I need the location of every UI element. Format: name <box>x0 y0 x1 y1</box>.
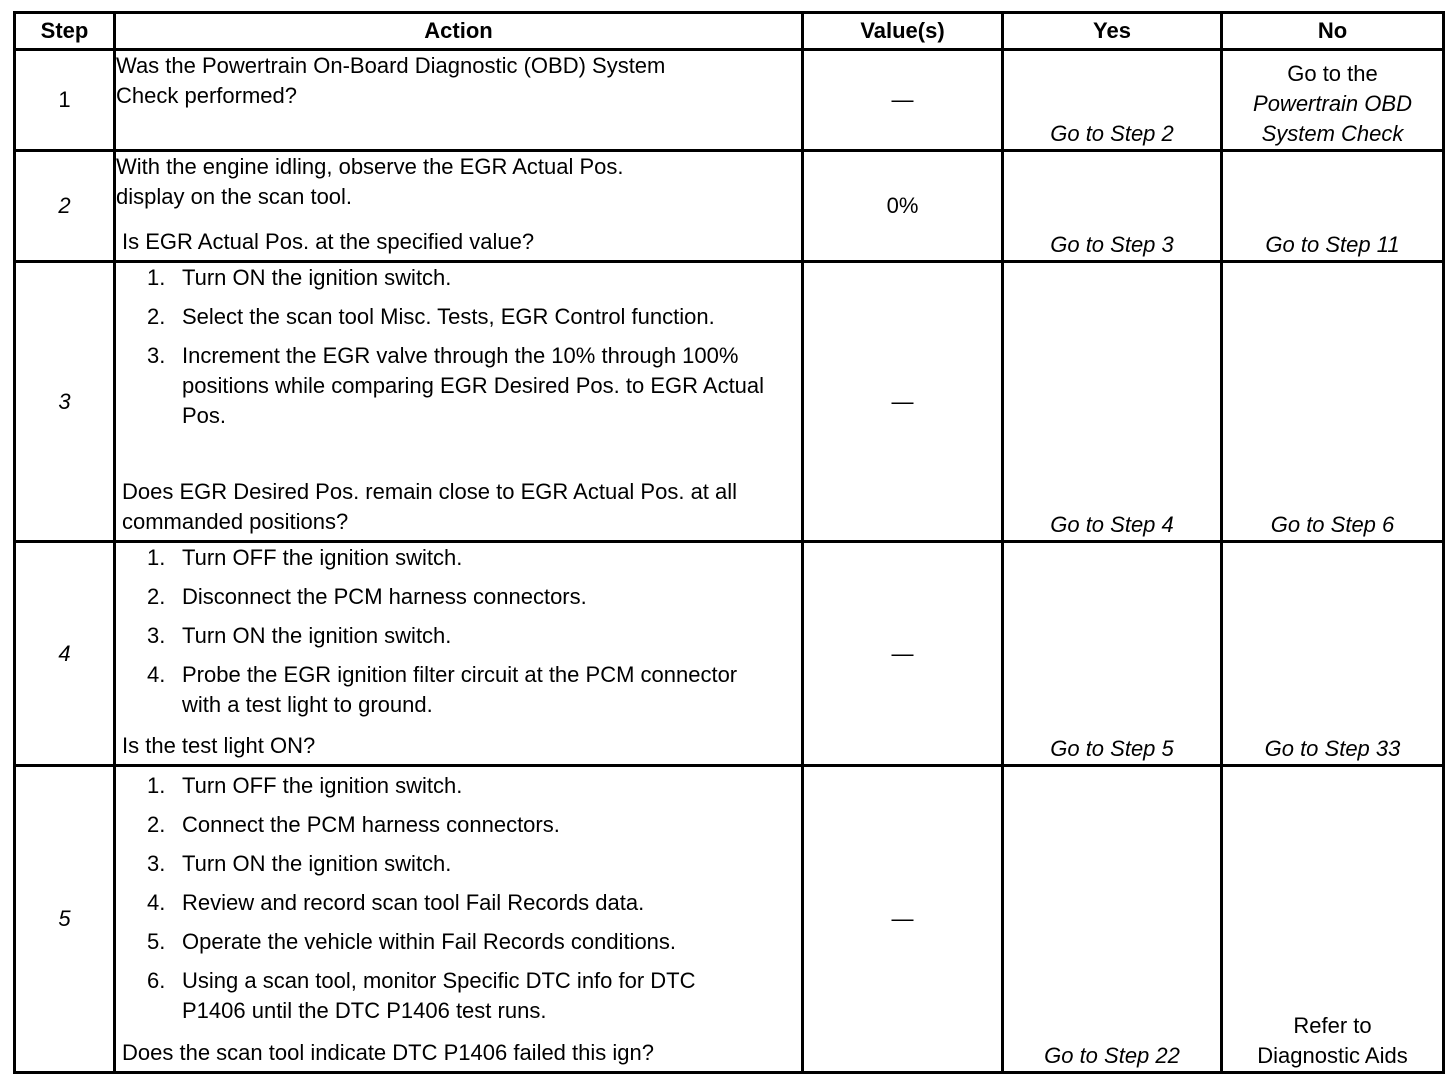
action-question: Does EGR Desired Pos. remain close to EGR Actual Pos. at all commanded positions? <box>122 479 738 534</box>
header-no: No <box>1222 13 1444 50</box>
procedure-list <box>116 771 801 1026</box>
list-item: 5. Operate the vehicle within Fail Records conditions. <box>147 929 677 954</box>
step-number: 3 <box>15 262 115 542</box>
table-row <box>15 151 1444 262</box>
action-cell <box>115 151 803 262</box>
action-question: Does the scan tool indicate DTC P1406 failed this ign? <box>122 1040 654 1065</box>
action-question: Is EGR Actual Pos. at the specified value? <box>122 229 535 254</box>
step-number: 1 <box>15 50 115 151</box>
procedure-list <box>116 543 801 720</box>
no-text: Powertrain OBD <box>1253 91 1412 116</box>
no-text: Go to the <box>1287 61 1378 86</box>
list-item: 6. Using a scan tool, monitor Specific DTC info for DTC P1406 until the DTC P1406 test runs. <box>147 968 696 1023</box>
yes-link[interactable]: Go to Step 22 <box>1003 766 1222 1073</box>
action-cell <box>115 50 803 151</box>
no-link[interactable]: Go to Step 11 <box>1222 151 1444 262</box>
yes-link[interactable]: Go to Step 2 <box>1003 50 1222 151</box>
list-item: 1. Turn OFF the ignition switch. <box>147 773 463 798</box>
action-cell <box>115 766 803 1073</box>
header-row <box>15 13 1444 50</box>
list-item: 2. Disconnect the PCM harness connectors. <box>147 584 587 609</box>
yes-link[interactable]: Go to Step 5 <box>1003 542 1222 766</box>
action-cell <box>115 542 803 766</box>
step-number: 2 <box>15 151 115 262</box>
header-step: Step <box>15 13 115 50</box>
table-row <box>15 766 1444 1073</box>
yes-link[interactable]: Go to Step 4 <box>1003 262 1222 542</box>
list-item: 3. Turn ON the ignition switch. <box>147 623 452 648</box>
yes-link[interactable]: Go to Step 3 <box>1003 151 1222 262</box>
no-text: System Check <box>1261 121 1404 146</box>
table-row <box>15 542 1444 766</box>
list-item: 3. Turn ON the ignition switch. <box>147 851 452 876</box>
no-link[interactable]: Go to Step 33 <box>1222 542 1444 766</box>
no-link[interactable]: Go to Step 6 <box>1222 262 1444 542</box>
list-item: 1. Turn OFF the ignition switch. <box>147 545 463 570</box>
diagnostic-table <box>13 11 1445 1074</box>
value-cell: — <box>803 542 1003 766</box>
action-cell <box>115 262 803 542</box>
header-value: Value(s) <box>803 13 1003 50</box>
action-text: Was the Powertrain On-Board Diagnostic (OBD) System <box>116 53 666 78</box>
header-yes: Yes <box>1003 13 1222 50</box>
table-row <box>15 262 1444 542</box>
value-cell: — <box>803 50 1003 151</box>
action-text: With the engine idling, observe the EGR Actual Pos. <box>116 154 624 179</box>
step-number: 5 <box>15 766 115 1073</box>
procedure-list <box>116 263 801 431</box>
action-text: Check performed? <box>116 83 297 108</box>
list-item: 4. Probe the EGR ignition filter circuit at the PCM connector with a test light to ground. <box>147 662 738 717</box>
no-link[interactable] <box>1222 766 1444 1073</box>
list-item: 2. Select the scan tool Misc. Tests, EGR Control function. <box>147 304 715 329</box>
action-question: Is the test light ON? <box>122 733 316 758</box>
table-row <box>15 50 1444 151</box>
value-cell: — <box>803 766 1003 1073</box>
no-text: Diagnostic Aids <box>1257 1043 1408 1068</box>
no-text: Refer to <box>1293 1013 1372 1038</box>
list-item: 2. Connect the PCM harness connectors. <box>147 812 560 837</box>
list-item: 4. Review and record scan tool Fail Records data. <box>147 890 645 915</box>
header-action: Action <box>115 13 803 50</box>
no-link[interactable] <box>1222 50 1444 151</box>
value-cell: 0% <box>803 151 1003 262</box>
list-item: 1. Turn ON the ignition switch. <box>147 265 452 290</box>
step-number: 4 <box>15 542 115 766</box>
value-cell: — <box>803 262 1003 542</box>
list-item: 3. Increment the EGR valve through the 10% through 100% positions while comparing EGR Desired Pos. to EGR Actual Pos. <box>147 343 765 428</box>
action-text: display on the scan tool. <box>116 184 353 209</box>
